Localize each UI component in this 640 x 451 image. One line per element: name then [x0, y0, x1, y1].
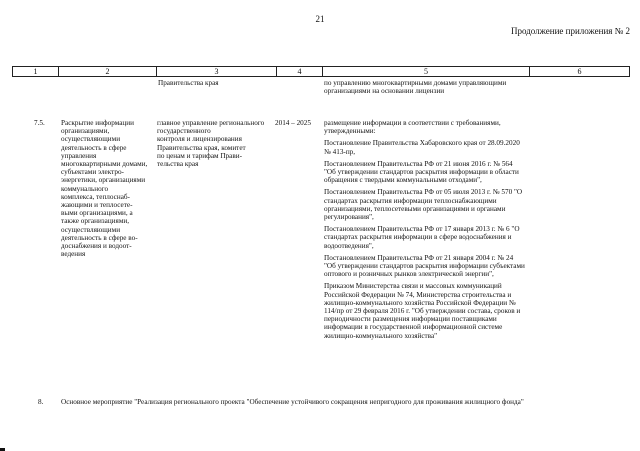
- continuation-description: по управлению многоквартирными домами управляющими организациями на основании лицензии: [324, 79, 507, 96]
- document-item: Постановлением Правительства РФ от 05 июля 2013 г. № 570 "О стандартах раскрытия информации теплоснабжающими организациями, теплосетевыми организациями и органами регулирования",: [324, 188, 523, 222]
- row-7-5-period: 2014 – 2025: [275, 119, 311, 127]
- row-7-5-executor: главное управление регионального государственного контроля и лицензирования Правительства края, комитет по ценам и тарифам Прави- тельства края: [157, 119, 265, 169]
- row-7-5-name: Раскрытие информации организациями, осуществляющими деятельность в сфере управления многоквартирными домами, субъектами электро- энергетики, организациями коммунального комплекса, теплоснаб- жающими и теплосете- выми организациями, а также организациями, осуществляющими деятельность в сфере во- доснабжения и водоот- ведения: [61, 119, 148, 259]
- document-item: Постановлением Правительства РФ от 21 июня 2016 г. № 564 "Об утверждении стандартов раскрытия информации в области обращения с твердыми коммунальными отходами",: [324, 159, 519, 185]
- row-7-5-number: 7.5.: [34, 119, 45, 127]
- row-8-number: 8.: [38, 398, 44, 406]
- continuation-executor: Правительства края: [158, 79, 219, 87]
- column-number-5: 5: [323, 67, 530, 77]
- column-number-1: 1: [13, 67, 59, 77]
- column-number-3: 3: [157, 67, 277, 77]
- page-number: 21: [315, 14, 325, 24]
- appendix-note: Продолжение приложения № 2: [510, 26, 630, 36]
- column-number-6: 6: [530, 67, 630, 77]
- row-7-5-documents: [324, 119, 526, 344]
- document-item: Постановление Правительства Хабаровского края от 28.09.2020 № 413-пр,: [324, 139, 520, 156]
- column-number-header: [12, 66, 630, 77]
- column-number-4: 4: [277, 67, 323, 77]
- row-8-text: Основное мероприятие "Реализация регионального проекта "Обеспечение устойчивого сокращения непригодного для проживания жилищного фонда": [61, 398, 524, 406]
- column-number-2: 2: [59, 67, 157, 77]
- document-item: Постановлением Правительства РФ от 21 января 2004 г. № 24 "Об утверждении стандартов раскрытия информации субъектами оптового и розничных рынков электрической энергии",: [324, 253, 525, 279]
- document-item: размещение информации в соответствии с требованиями, утвержденными:: [324, 119, 501, 136]
- document-item: Приказом Министерства связи и массовых коммуникаций Российской Федерации № 74, Министерства строительства и жилищно-коммунального хозяйства Российской Федерации № 114/пр от 29 февраля 2016 г. "Об утверждении состава, сроков и периодичности размещения информации поставщиками информации в государственной информационной системе жилищно-коммунального хозяйства": [324, 282, 521, 340]
- document-item: Постановлением Правительства РФ от 17 января 2013 г. № 6 "О стандартах раскрытия информации в сфере водоснабжения и водоотведения",: [324, 225, 520, 250]
